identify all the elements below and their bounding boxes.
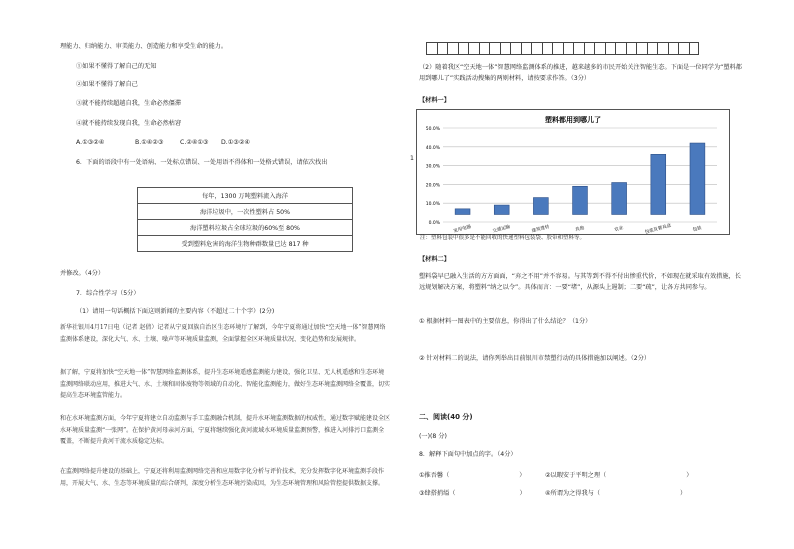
sub-section: (一)(8 分) [419,433,447,440]
chart-footnote: 注：塑料包装中很多是不能回收的快递塑料包装袋、胶带和塑料等。 [420,235,586,241]
info-row: 受到塑料危害的海洋生物种群数量已达 817 种 [138,236,353,252]
news-paragraph: 新华社银川4月17日电（记者 赵倩）记者从宁夏回族自治区生态环境厅了解到，今年宁夏将通过加快“空天地一体”智慧网络监测体系建设，深化大气、水、土壤、噪声等环境质量监测，全面掌握全区环境质量状况、变化趋势和发展规律。 [60,324,386,343]
y-tick-label: 50.0% [425,127,440,132]
material-2-label: 【材料二】 [419,256,450,263]
category-label: 包装 [692,225,703,234]
word-item: ③肆搭捎缢（ ） [419,490,526,497]
chart-bar [651,154,666,214]
word-item: ②以暇安于平明之理（ ） [545,472,693,479]
choice-c: C.②④①③ [180,139,209,146]
category-label: 其他 [574,225,585,234]
info-row: 海洋塑料垃圾占全球垃圾的60%至 80% [138,220,353,236]
option-1: ①如果不懂得了解自己的无知 [76,63,157,70]
y-tick-label: 20.0% [425,183,440,189]
y-tick-label: 0.0% [428,221,440,226]
chart-bar [573,186,588,214]
info-row: 海洋垃圾中，一次性塑料占 50% [138,204,353,220]
material-2-text: 塑料袋早已融入生活的方方面面，“弃之不用”并不容易。与其等到不得不付出惨重代价，不如现在就采取有效措施，长远规划解决方案，将塑料“纳之以令”。具体而言：一要“堵”，从源头上遏制；二要“疏”，让各方共同参与。 [419,273,741,291]
option-4: ④就不能持续发现自我，生命必然枯窘 [76,120,182,127]
info-table [137,187,353,252]
chart-title: 塑料都用到哪儿了 [545,116,601,124]
y-tick-label: 30.0% [425,164,440,170]
sub-question-2: ② 针对材料二的说法，请你列举出目前银川市禁塑行动的具体措施加以阐述。（2分） [419,355,651,362]
choice-b: B.①④②③ [135,139,164,146]
word-item: ①推吾馨（ ） [419,472,526,479]
news-paragraph: 据了解，宁夏将加快“空天地一体”智慧网络监测体系，提升生态环境遥感监测能力建设，强化卫星、无人机遥感和生态环境监测网络联动应用，推进大气、水、土壤和固体废物等领域的自动化、智能化监测能力，做好生态环境监测网络全覆盖，切实提高生态环境监管能力。 [60,369,391,399]
category-label: 建筑建材 [531,224,551,235]
question-2: （2）随着我区“空天地一体”智慧网络监测体系的推进，越来越多的市民开始关注智能生态。下面是一位同学为“塑料都用到哪儿了”实践活动搜集的两则材料，请按要求作答。（3分） [419,64,742,82]
chart-bar [494,205,509,214]
page-mark: 1 [410,155,414,162]
question-8: 8．解释下面句中加点的字。（4分） [419,451,517,458]
y-tick-label: 10.0% [425,202,440,208]
question-6: 6．下面的语段中有一处语病、一处标点错误、一处用语不得体和一处格式错误，请依次找出 [76,159,328,166]
info-row: 每年，1300 万吨塑料流入海洋 [138,188,353,204]
material-1-label: 【材料一】 [419,97,450,104]
question-7: 7．综合性学习（5分） [76,290,140,297]
chart-bar [533,198,548,215]
after-table-text: 并修改。（4分） [60,270,105,277]
chart-bar [690,143,705,214]
option-3: ③就不能持续超越自我，生命必然僵滞 [76,100,182,107]
word-item: ④所谓为之得我与（ ） [545,490,687,497]
chart-bar [612,183,627,215]
news-paragraph: 和在水环境监测方面，今年宁夏将建立自动监测与手工监测融合机制，提升水环境监测数据的权威性，通过数字赋能建设全区水环境质量监测“一张网”。在保护黄河母亲河方面，宁夏将继续强化黄河流域水环境质量监测预警，推进入河排污口监测全覆盖，不断提升黄河干流水质稳定达标。 [60,415,391,445]
chart-frame [416,109,730,235]
answer-grid[interactable] [426,40,699,59]
chart-bar [455,209,470,215]
section-heading: 二、阅读(40 分) [419,413,473,421]
y-tick-label: 40.0% [425,145,440,151]
category-label: 农业 [614,225,625,234]
top-line: 理能力、归纳能力、审美能力、创造能力和享受生命的能力。 [60,43,228,50]
question-7-1: （1）请用一句话概括下面这则新闻的主要内容（不超过二十个字）(2分) [76,308,275,315]
option-2: ②如果不懂得了解自己 [76,81,138,88]
choice-a: A.①③②④ [76,139,105,146]
choice-d: D.①③②④ [221,139,250,146]
category-label: 交通运输 [492,224,511,235]
category-label: 家用电器 [453,224,472,235]
category-label: 包装及餐具盒 [644,223,672,236]
bar-chart [417,110,729,250]
sub-question-1: ① 根据材料一图表中的主要信息，你得出了什么结论？（1分） [419,318,592,325]
news-paragraph: 在监测网络提升建设的基础上，宁夏还将利用监测网络完善和应用数字化分析与评价技术，充分发挥数字化环境监测手段作用，开展大气、水、生态等环境质量的综合研判，深度分析生态环境污染成因，为生态环境管理和风险管控提供数据支撑。 [60,468,385,487]
